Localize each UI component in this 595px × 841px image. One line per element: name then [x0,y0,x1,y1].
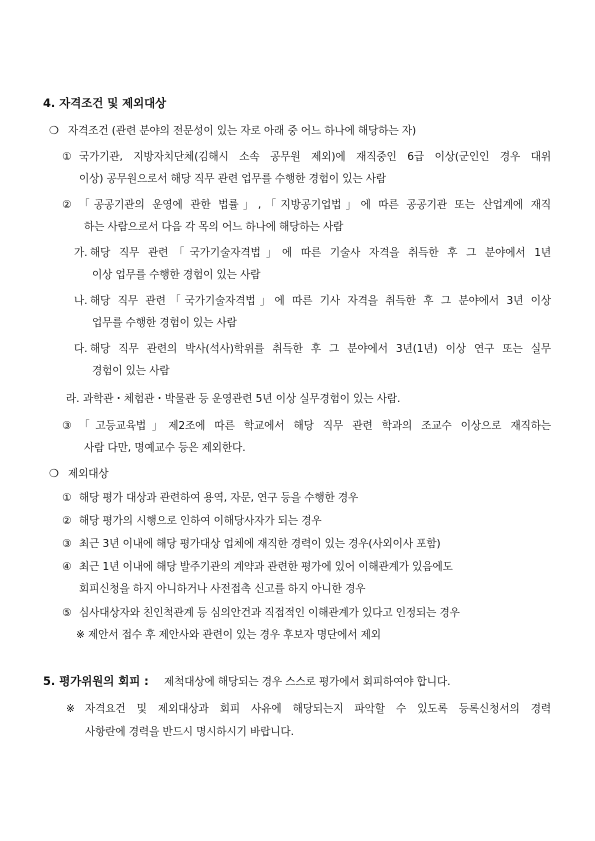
qualification-heading: 자격조건 (관련 분야의 전문성이 있는 자로 아래 중 어느 하나에 해당하는 자) [68,125,417,137]
excl-item-5-number: ⑤ [62,607,72,619]
sub-item-da-line1: 해당 직무 관련의 박사(석사)학위를 취득한 후 그 분야에서 3년(1년) 이상 연구 또는 실무 [90,343,551,355]
excl-item-4-number: ④ [62,561,72,573]
sub-item-na-line2: 업무를 수행한 경험이 있는 사람 [92,317,237,329]
excl-item-4-text2: 회피신청을 하지 아니하거나 사전접촉 신고를 하지 아니한 경우 [79,583,366,595]
qual-item-3-line1: 「고등교육법」제2조에 따른 학교에서 해당 직무 관련 학과의 조교수 이상으로 재직하는 [79,420,551,432]
qual-item-1-number: ① [62,151,72,163]
sub-item-na-line1: 해당 직무 관련「국가기술자격법」에 따른 기사 자격을 취득한 후 그 분야에서 3년 이상 [90,295,551,307]
section-5-note-line1: 자격요건 및 제외대상과 회피 사유에 해당되는지 파악할 수 있도록 등록신청서의 경력 [85,703,551,715]
section-5-text: 제척대상에 해당되는 경우 스스로 평가에서 회피하여야 합니다. [164,676,451,688]
qual-item-2-number: ② [62,199,72,211]
excl-item-1-text: 해당 평가 대상과 관련하여 용역, 자문, 연구 등을 수행한 경우 [79,492,359,504]
qual-item-3-number: ③ [62,420,72,432]
section-5-note-mark: ※ [66,703,75,715]
sub-item-ga-line2: 이상 업무를 수행한 경험이 있는 사람 [92,269,261,281]
section-4-title: 4. 자격조건 및 제외대상 [43,96,167,110]
excl-item-3-number: ③ [62,538,72,550]
qualification-bullet: ❍ [49,124,59,137]
qual-item-1-line2: 이상) 공무원으로서 해당 직무 관련 업무를 수행한 경험이 있는 사람 [79,173,387,185]
excl-item-2-text: 해당 평가의 시행으로 인하여 이해당사자가 되는 경우 [79,515,322,527]
qual-item-2-line2: 하는 사람으로서 다음 각 목의 어느 하나에 해당하는 사람 [84,221,344,233]
excl-item-5-text: 심사대상자와 친인척관계 등 심의안건과 직접적인 이해관계가 있다고 인정되는 경우 [79,607,460,619]
qual-item-1-line1: 국가기관, 지방자치단체(김해시 소속 공무원 제외)에 재직중인 6급 이상(군인인 경우 대위 [79,151,551,163]
exclusion-bullet: ❍ [49,467,59,480]
excl-item-4-text: 최근 1년 이내에 해당 발주기관의 계약과 관련한 평가에 있어 이해관계가 있음에도 [79,561,453,573]
sub-item-ga-line1: 해당 직무 관련「국가기술자격법」에 따른 기술사 자격을 취득한 후 그 분야에서 1년 [90,247,551,259]
excl-item-3-text: 최근 3년 이내에 해당 평가대상 업체에 재직한 경력이 있는 경우(사외이사 포함) [79,538,441,550]
sub-item-ga-mark: 가. [74,247,88,259]
sub-item-ra-line1: 과학관・체험관・박물관 등 운영관련 5년 이상 실무경험이 있는 사람. [83,393,401,405]
exclusion-heading: 제외대상 [68,468,109,480]
sub-item-na-mark: 나. [74,295,88,307]
qual-item-3-line2: 사람 다만, 명예교수 등은 제외한다. [84,442,246,454]
excl-item-2-number: ② [62,515,72,527]
section-5-note-line2: 사항란에 경력을 반드시 명시하시기 바랍니다. [85,726,294,738]
sub-item-ra-mark: 라. [66,393,80,405]
sub-item-da-line2: 경험이 있는 사람 [92,365,170,377]
qual-item-2-line1: 「공공기관의 운영에 관한 법률」,「지방공기업법」에 따른 공공기관 또는 산업계에 재직 [79,199,551,211]
section-5-title: 5. 평가위원의 회피 : [43,674,149,688]
exclusion-note: ※ 제안서 접수 후 제안사와 관련이 있는 경우 후보자 명단에서 제외 [76,629,381,641]
excl-item-1-number: ① [62,492,72,504]
sub-item-da-mark: 다. [74,343,88,355]
